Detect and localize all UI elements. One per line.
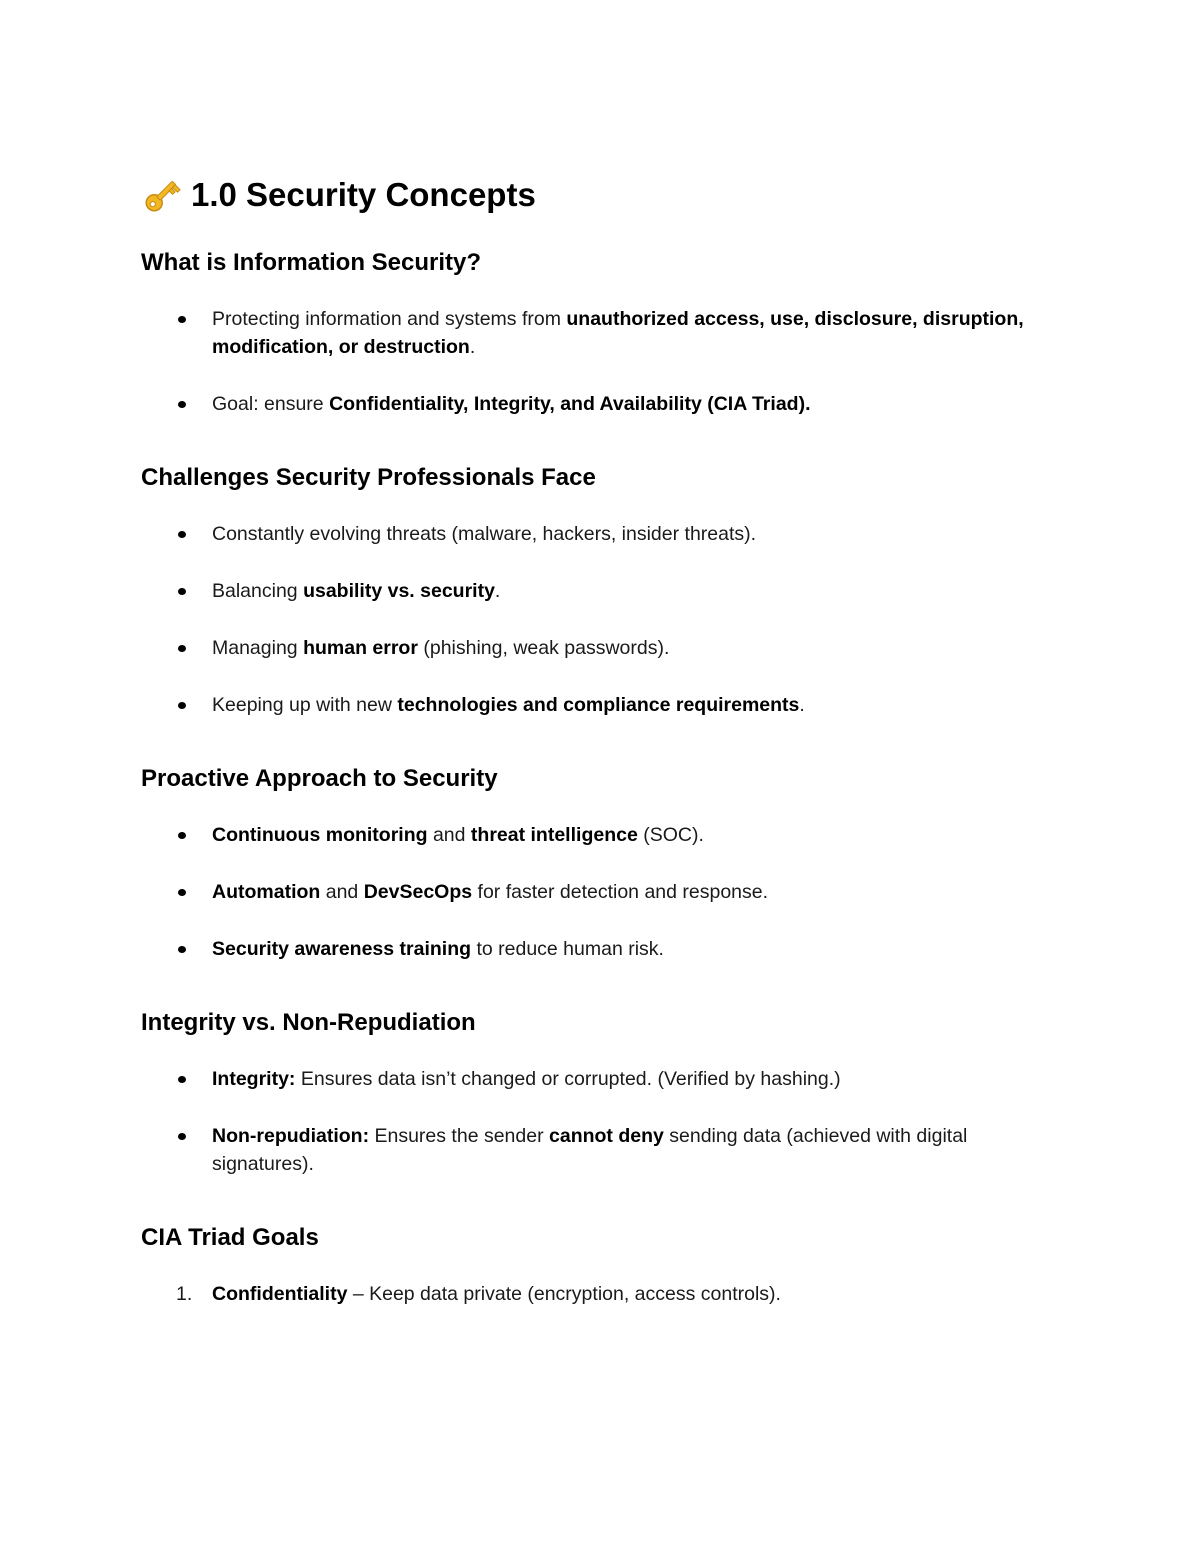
numbered-list [141, 1280, 1060, 1308]
list-item [141, 935, 1060, 963]
bullet-icon [178, 401, 186, 408]
bullet-icon [178, 316, 186, 323]
list-item [141, 821, 1060, 849]
page-title-text: 1.0 Security Concepts [191, 176, 536, 213]
bold-text: Automation [212, 881, 321, 903]
bullet-icon [178, 645, 186, 652]
bullet-icon [178, 889, 186, 896]
text: and [427, 824, 471, 846]
bold-text: Continuous monitoring [212, 824, 428, 846]
bold-text: Confidentiality, Integrity, and Availability (CIA Triad). [329, 393, 811, 415]
list-item [141, 1065, 1060, 1093]
bullet-list [141, 1065, 1060, 1178]
list-item [141, 634, 1060, 662]
bold-text: technologies and compliance requirements [397, 694, 800, 716]
text: Managing [212, 637, 304, 659]
bold-text: Confidentiality [212, 1283, 348, 1305]
bold-text: human error [303, 637, 418, 659]
text: and [320, 881, 364, 903]
bold-text: cannot deny [549, 1125, 664, 1147]
section-heading: Proactive Approach to Security [141, 765, 498, 792]
list-item [141, 520, 1060, 548]
text: Balancing [212, 580, 304, 602]
bold-text: Non-repudiation: [212, 1125, 370, 1147]
text: . [494, 580, 501, 602]
list-number: 1. [176, 1283, 193, 1305]
list-item [141, 390, 1060, 418]
bullet-icon [178, 1076, 186, 1083]
bullet-list [141, 305, 1060, 418]
page-title [141, 170, 1060, 220]
section-heading: CIA Triad Goals [141, 1224, 319, 1251]
text: sending data (achieved with digital signatures). [212, 1125, 968, 1175]
bullet-icon [178, 588, 186, 595]
text: Ensures the sender [369, 1125, 549, 1147]
text: Goal: ensure [212, 393, 330, 415]
text: Keeping up with new [212, 694, 398, 716]
document-body [141, 248, 1060, 1308]
text: . [469, 336, 476, 358]
list-item [141, 305, 1060, 361]
bullet-icon [178, 1133, 186, 1140]
text: Ensures data isn’t changed or corrupted. (Verified by hashing.) [295, 1068, 841, 1090]
bullet-icon [178, 832, 186, 839]
section-heading: What is Information Security? [141, 249, 482, 276]
section-heading: Challenges Security Professionals Face [141, 464, 596, 491]
bullet-list [141, 821, 1060, 963]
list-item [141, 1280, 1060, 1308]
list-item [141, 878, 1060, 906]
bullet-icon [178, 531, 186, 538]
list-item [141, 691, 1060, 719]
text: to reduce human risk. [471, 938, 664, 960]
bold-text: Integrity: [212, 1068, 296, 1090]
bold-text: Security awareness training [212, 938, 472, 960]
bullet-icon [178, 702, 186, 709]
text: for faster detection and response. [472, 881, 769, 903]
text: . [799, 694, 805, 716]
list-item [141, 1122, 1060, 1178]
text: Protecting information and systems from [212, 308, 567, 330]
bold-text: usability vs. security [303, 580, 495, 602]
bold-text: DevSecOps [363, 881, 473, 903]
text: (phishing, weak passwords). [417, 637, 670, 659]
list-item [141, 577, 1060, 605]
bold-text: unauthorized access, use, disclosure, disruption, modification, or destruction [212, 308, 1024, 358]
bullet-list [141, 520, 1060, 719]
section-heading: Integrity vs. Non-Repudiation [141, 1009, 476, 1036]
bold-text: threat intelligence [470, 824, 638, 846]
text: Constantly evolving threats (malware, hackers, insider threats). [212, 523, 757, 545]
bullet-icon [178, 946, 186, 953]
text: (SOC). [637, 824, 704, 846]
key-icon [141, 174, 183, 216]
text: – Keep data private (encryption, access controls). [347, 1283, 781, 1305]
